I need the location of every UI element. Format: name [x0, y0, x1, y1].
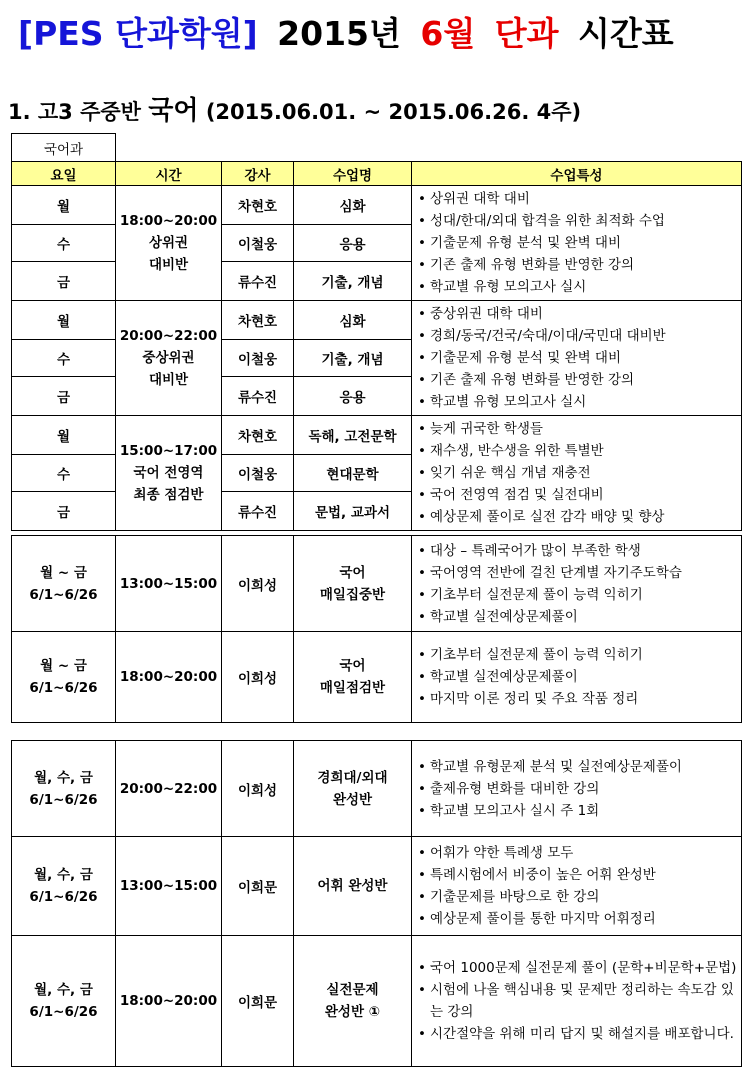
- feature-list: [412, 186, 741, 300]
- class-cell: [294, 837, 412, 936]
- column-header: 강사: [222, 162, 294, 186]
- cell-line: 경희대/외대: [317, 769, 388, 786]
- cell-line: 상위권: [148, 235, 189, 251]
- cell-line: 15:00~17:00: [119, 443, 218, 459]
- schedule-table-completion: [11, 740, 742, 1067]
- feature-list: [412, 955, 741, 1047]
- day-cell: 월: [12, 186, 116, 225]
- table-row: [12, 741, 742, 837]
- class-cell: [294, 536, 412, 632]
- cell-line: 대비반: [148, 257, 189, 273]
- feature-item: • 경희/동국/건국/숙대/이대/국민대 대비반: [418, 325, 739, 347]
- cell-line: 6/1~6/26: [29, 889, 98, 905]
- teacher-cell: 이희성: [222, 536, 294, 632]
- class-cell: 응용: [294, 377, 412, 416]
- teacher-cell: 차현호: [222, 416, 294, 455]
- table-row: [12, 837, 742, 936]
- cell-line: 월, 수, 금: [34, 867, 93, 883]
- feature-item: • 기초부터 실전문제 풀이 능력 익히기: [418, 584, 739, 606]
- feature-item: • 특례시험에서 비중이 높은 어휘 완성반: [418, 864, 739, 886]
- table-row: [12, 186, 742, 225]
- features-cell: [412, 837, 742, 936]
- day-cell: [12, 936, 116, 1067]
- feature-item: • 중상위권 대학 대비: [418, 303, 739, 325]
- cell-line: 6/1~6/26: [29, 680, 98, 696]
- feature-item: • 성대/한대/외대 합격을 위한 최적화 수업: [418, 210, 739, 232]
- day-cell: 금: [12, 262, 116, 301]
- day-cell: 수: [12, 454, 116, 492]
- teacher-cell: 차현호: [222, 186, 294, 225]
- feature-item: • 학교별 실전예상문제풀이: [418, 666, 739, 688]
- time-cell: [116, 416, 222, 531]
- features-cell: [412, 936, 742, 1067]
- table-row: [12, 632, 742, 723]
- cell-lines: [294, 655, 411, 699]
- feature-item: • 기출문제 유형 분석 및 완벽 대비: [418, 347, 739, 369]
- table-header-row: [12, 162, 742, 186]
- time-cell: [116, 301, 222, 416]
- day-cell: [12, 536, 116, 632]
- feature-item: • 출제유형 변화를 대비한 강의: [418, 778, 739, 800]
- cell-lines: [294, 875, 411, 897]
- teacher-cell: 이희문: [222, 837, 294, 936]
- cell-lines: [116, 440, 221, 506]
- day-cell: 금: [12, 377, 116, 416]
- teacher-cell: 류수진: [222, 377, 294, 416]
- feature-item: • 시험에 나올 핵심내용 및 문제만 정리하는 속도감 있는 강의: [418, 979, 739, 1023]
- feature-list: [412, 301, 741, 415]
- teacher-cell: 이철웅: [222, 339, 294, 377]
- schedule-table-daily: [11, 535, 742, 723]
- dept-label: 국어과: [12, 134, 116, 162]
- cell-line: 중상위권: [142, 350, 195, 366]
- table-row: [12, 301, 742, 340]
- cell-line: 월, 수, 금: [34, 769, 93, 786]
- cell-line: 월 ~ 금: [40, 658, 87, 674]
- day-cell: [12, 741, 116, 837]
- time-cell: 13:00~15:00: [116, 536, 222, 632]
- column-header: 요일: [12, 162, 116, 186]
- subtitle-subject: 국어: [148, 96, 199, 126]
- cell-lines: [12, 979, 115, 1023]
- title-month: 6월: [420, 14, 476, 53]
- feature-item: • 늦게 귀국한 학생들: [418, 418, 739, 440]
- features-cell: [412, 301, 742, 416]
- time-cell: 18:00~20:00: [116, 632, 222, 723]
- page-title: [18, 8, 748, 58]
- feature-item: • 기초부터 실전문제 풀이 능력 익히기: [418, 644, 739, 666]
- cell-line: 완성반: [332, 791, 373, 808]
- class-cell: [294, 741, 412, 837]
- feature-item: • 어휘가 약한 특례생 모두: [418, 842, 739, 864]
- teacher-cell: 이철웅: [222, 224, 294, 262]
- feature-item: • 시간절약을 위해 미리 답지 및 해설지를 배포합니다.: [418, 1023, 739, 1045]
- class-cell: 응용: [294, 224, 412, 262]
- feature-item: • 학교별 유형 모의고사 실시: [418, 276, 739, 298]
- cell-line: 18:00~20:00: [119, 213, 218, 229]
- time-cell: 13:00~15:00: [116, 837, 222, 936]
- day-cell: [12, 837, 116, 936]
- feature-item: • 잊기 쉬운 핵심 개념 재충전: [418, 462, 739, 484]
- cell-lines: [294, 979, 411, 1023]
- feature-list: [412, 754, 741, 824]
- cell-line: 국어: [339, 564, 366, 581]
- feature-item: • 기존 출제 유형 변화를 반영한 강의: [418, 369, 739, 391]
- table-row: [12, 416, 742, 455]
- cell-lines: [294, 562, 411, 606]
- cell-line: 20:00~22:00: [119, 328, 218, 344]
- cell-line: 매일점검반: [319, 680, 386, 696]
- features-cell: [412, 632, 742, 723]
- cell-lines: [294, 767, 411, 811]
- feature-list: [412, 416, 741, 530]
- cell-line: 매일집중반: [319, 586, 386, 603]
- cell-line: 실전문제: [326, 982, 379, 998]
- cell-line: 월 ~ 금: [40, 564, 87, 581]
- feature-item: • 학교별 유형 모의고사 실시: [418, 391, 739, 413]
- cell-line: 어휘 완성반: [317, 878, 388, 894]
- feature-item: • 학교별 모의고사 실시 주 1회: [418, 800, 739, 822]
- class-cell: 심화: [294, 186, 412, 225]
- column-header: 시간: [116, 162, 222, 186]
- feature-item: • 국어 1000문제 실전문제 풀이 (문학+비문학+문법): [418, 957, 739, 979]
- feature-item: • 국어 전영역 점검 및 실전대비: [418, 484, 739, 506]
- cell-line: 6/1~6/26: [29, 791, 98, 808]
- day-cell: 월: [12, 416, 116, 455]
- day-cell: 금: [12, 492, 116, 531]
- teacher-cell: 이철웅: [222, 454, 294, 492]
- subtitle-period: (2015.06.01. ~ 2015.06.26. 4주): [205, 100, 582, 124]
- feature-item: • 기출문제 유형 분석 및 완벽 대비: [418, 232, 739, 254]
- cell-lines: [12, 562, 115, 606]
- teacher-cell: 류수진: [222, 262, 294, 301]
- cell-line: 완성반 ①: [324, 1004, 381, 1020]
- feature-item: • 대상 – 특례국어가 많이 부족한 학생: [418, 540, 739, 562]
- time-cell: [116, 186, 222, 301]
- title-year: 2015년: [277, 14, 401, 53]
- teacher-cell: 이희성: [222, 741, 294, 837]
- column-header: 수업특성: [412, 162, 742, 186]
- feature-item: • 학교별 유형문제 분석 및 실전예상문제풀이: [418, 756, 739, 778]
- cell-lines: [12, 655, 115, 699]
- subtitle-prefix: 1. 고3 주중반: [8, 100, 141, 124]
- class-cell: 문법, 교과서: [294, 492, 412, 531]
- cell-line: 국어: [339, 658, 366, 674]
- cell-line: 월, 수, 금: [34, 982, 93, 998]
- title-suffix: 시간표: [578, 14, 674, 53]
- class-cell: 심화: [294, 301, 412, 340]
- academy-name: [PES 단과학원]: [18, 14, 258, 53]
- day-cell: [12, 632, 116, 723]
- table-row: [12, 936, 742, 1067]
- features-cell: [412, 741, 742, 837]
- cell-lines: [116, 325, 221, 391]
- day-cell: 수: [12, 224, 116, 262]
- time-cell: 20:00~22:00: [116, 741, 222, 837]
- day-cell: 수: [12, 339, 116, 377]
- teacher-cell: 류수진: [222, 492, 294, 531]
- cell-line: 6/1~6/26: [29, 1004, 98, 1020]
- class-cell: 현대문학: [294, 454, 412, 492]
- column-header: 수업명: [294, 162, 412, 186]
- section-subtitle: [8, 90, 581, 127]
- teacher-cell: 이희문: [222, 936, 294, 1067]
- class-cell: 기출, 개념: [294, 262, 412, 301]
- feature-item: • 상위권 대학 대비: [418, 188, 739, 210]
- cell-line: 6/1~6/26: [29, 586, 98, 603]
- cell-line: 최종 점검반: [133, 487, 204, 503]
- feature-item: • 학교별 실전예상문제풀이: [418, 606, 739, 628]
- teacher-cell: 이희성: [222, 632, 294, 723]
- table-row: [12, 536, 742, 632]
- feature-item: • 마지막 이론 정리 및 주요 작품 정리: [418, 688, 739, 710]
- cell-line: 국어 전영역: [133, 465, 204, 481]
- feature-item: • 예상문제 풀이로 실전 감각 배양 및 향상: [418, 506, 739, 528]
- feature-item: • 기출문제를 바탕으로 한 강의: [418, 886, 739, 908]
- feature-list: [412, 642, 741, 712]
- time-cell: 18:00~20:00: [116, 936, 222, 1067]
- feature-item: • 기존 출제 유형 변화를 반영한 강의: [418, 254, 739, 276]
- teacher-cell: 차현호: [222, 301, 294, 340]
- cell-lines: [12, 864, 115, 908]
- day-cell: 월: [12, 301, 116, 340]
- feature-list: [412, 840, 741, 932]
- features-cell: [412, 416, 742, 531]
- blank-header-area: [116, 134, 742, 162]
- schedule-table-main: [11, 133, 742, 531]
- cell-line: 대비반: [148, 372, 189, 388]
- class-cell: 독해, 고전문학: [294, 416, 412, 455]
- features-cell: [412, 186, 742, 301]
- feature-item: • 재수생, 반수생을 위한 특별반: [418, 440, 739, 462]
- class-cell: 기출, 개념: [294, 339, 412, 377]
- features-cell: [412, 536, 742, 632]
- feature-item: • 국어영역 전반에 걸친 단계별 자기주도학습: [418, 562, 739, 584]
- cell-lines: [116, 210, 221, 276]
- class-cell: [294, 632, 412, 723]
- title-type: 단과: [494, 14, 559, 53]
- class-cell: [294, 936, 412, 1067]
- feature-item: • 예상문제 풀이를 통한 마지막 어휘정리: [418, 908, 739, 930]
- feature-list: [412, 538, 741, 630]
- cell-lines: [12, 767, 115, 811]
